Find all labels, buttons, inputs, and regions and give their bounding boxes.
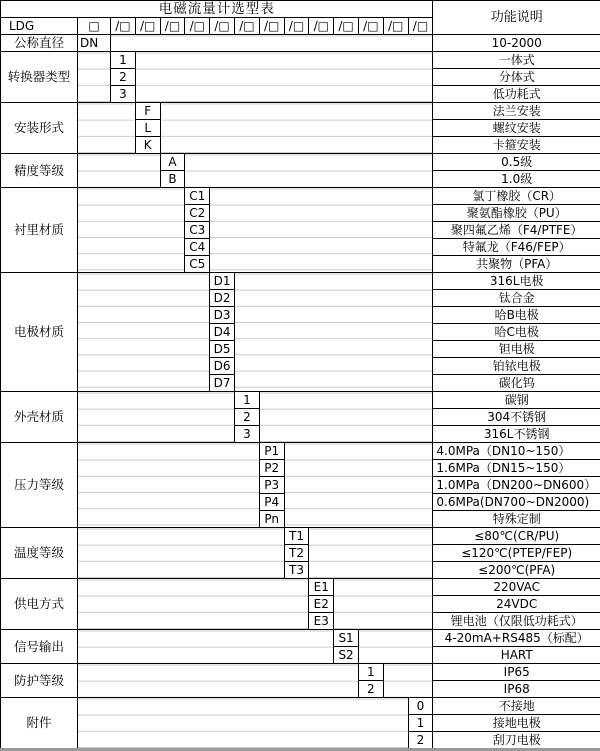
empty-span-left (78, 273, 210, 392)
desc-cell: 聚四氟乙烯（F4/PTFE） (433, 222, 600, 239)
desc-cell: ≤80℃(CR/PU) (433, 528, 600, 545)
empty-span-right (309, 528, 433, 579)
category-label: 电极材质 (1, 273, 78, 392)
code-cell: E3 (309, 613, 334, 630)
empty-span-left (78, 579, 309, 630)
code-cell: B (160, 171, 185, 188)
desc-cell: 24VDC (433, 596, 600, 613)
category-label: 安装形式 (1, 103, 78, 154)
desc-cell: 钽电极 (433, 341, 600, 358)
desc-cell: 316L不锈钢 (433, 426, 600, 443)
desc-cell: 聚氨酯橡胶（PU） (433, 205, 600, 222)
code-slot-box: /□ (358, 18, 383, 35)
code-cell: S1 (334, 630, 359, 647)
desc-cell: IP68 (433, 681, 600, 698)
desc-cell: 不接地 (433, 698, 600, 715)
code-slot-box: /□ (309, 18, 334, 35)
code-cell: A (160, 154, 185, 171)
code-cell: C4 (185, 239, 210, 256)
desc-cell: 304不锈钢 (433, 409, 600, 426)
empty-span-left (78, 52, 111, 103)
desc-cell: 接地电极 (433, 715, 600, 732)
page-title: 电磁流量计选型表 (1, 1, 433, 18)
desc-cell: 碳钢 (433, 392, 600, 409)
empty-span-left (78, 392, 235, 443)
desc-cell: 共聚物（PFA） (433, 256, 600, 273)
category-label: 精度等级 (1, 154, 78, 188)
code-slot-box: /□ (234, 18, 259, 35)
empty-span-right (185, 154, 433, 188)
empty-span (111, 35, 433, 52)
empty-span-right (160, 103, 433, 154)
code-slot-box: /□ (383, 18, 408, 35)
empty-span-right (284, 443, 433, 528)
code-cell: K (135, 137, 160, 154)
desc-cell: 铂铱电极 (433, 358, 600, 375)
empty-span-left (78, 188, 185, 273)
dn-placeholder-box: □ (78, 18, 111, 35)
desc-cell: 卡箍安装 (433, 137, 600, 154)
code-cell: T2 (284, 545, 309, 562)
desc-cell: 分体式 (433, 69, 600, 86)
desc-cell: 哈C电极 (433, 324, 600, 341)
category-label: 信号输出 (1, 630, 78, 664)
code-slot-box: /□ (160, 18, 185, 35)
desc-cell: 一体式 (433, 52, 600, 69)
desc-cell: 0.6MPa(DN700~DN2000) (433, 494, 600, 511)
desc-cell: 316L电极 (433, 273, 600, 290)
desc-cell: 4-20mA+RS485（标配） (433, 630, 600, 647)
desc-cell: 10-2000 (433, 35, 600, 52)
desc-cell: 锂电池（仅限低功耗式） (433, 613, 600, 630)
dn-code: DN (78, 35, 111, 52)
code-cell: 2 (408, 732, 433, 750)
code-cell: 1 (408, 715, 433, 732)
empty-span-right (383, 664, 433, 698)
code-cell: L (135, 120, 160, 137)
code-slot-box: /□ (259, 18, 284, 35)
model-prefix: LDG (1, 18, 78, 35)
desc-cell: 1.6MPa（DN15~150） (433, 460, 600, 477)
desc-cell: 220VAC (433, 579, 600, 596)
code-cell: D2 (210, 290, 235, 307)
code-cell: P3 (259, 477, 284, 494)
empty-span-right (259, 392, 433, 443)
empty-span-left (78, 103, 136, 154)
desc-cell: 4.0MPa（DN10~150） (433, 443, 600, 460)
code-cell: S2 (334, 647, 359, 664)
code-slot-box: /□ (408, 18, 433, 35)
code-cell: 1 (358, 664, 383, 681)
code-cell: C1 (185, 188, 210, 205)
code-cell: Pn (259, 511, 284, 528)
category-label: 温度等级 (1, 528, 78, 579)
code-cell: D1 (210, 273, 235, 290)
desc-cell: HART (433, 647, 600, 664)
function-column-header: 功能说明 (433, 1, 600, 35)
code-cell: 2 (111, 69, 136, 86)
category-label: 转换器类型 (1, 52, 78, 103)
code-slot-box: /□ (135, 18, 160, 35)
code-slot-box: /□ (334, 18, 359, 35)
empty-span-right (358, 630, 432, 664)
code-cell: C5 (185, 256, 210, 273)
code-cell: 2 (234, 409, 259, 426)
desc-cell: 碳化钨 (433, 375, 600, 392)
code-cell: D5 (210, 341, 235, 358)
code-cell: 0 (408, 698, 433, 715)
code-cell: P2 (259, 460, 284, 477)
code-cell: E1 (309, 579, 334, 596)
empty-span-left (78, 664, 359, 698)
empty-span-left (78, 528, 285, 579)
empty-span-left (78, 698, 409, 750)
category-label: 防护等级 (1, 664, 78, 698)
code-cell: T1 (284, 528, 309, 545)
empty-span-left (78, 154, 161, 188)
desc-cell: 氯丁橡胶（CR） (433, 188, 600, 205)
empty-span-right (334, 579, 433, 630)
code-cell: D6 (210, 358, 235, 375)
category-label: 衬里材质 (1, 188, 78, 273)
category-label-diameter: 公称直径 (1, 35, 78, 52)
empty-span-left (78, 630, 334, 664)
code-slot-box: /□ (111, 18, 136, 35)
code-cell: T3 (284, 562, 309, 579)
desc-cell: 1.0MPa（DN200~DN600） (433, 477, 600, 494)
desc-cell: 特殊定制 (433, 511, 600, 528)
desc-cell: 0.5级 (433, 154, 600, 171)
category-label: 附件 (1, 698, 78, 750)
code-cell: 1 (234, 392, 259, 409)
code-slot-box: /□ (185, 18, 210, 35)
code-cell: 3 (234, 426, 259, 443)
desc-cell: ≤120℃(PTEP/FEP) (433, 545, 600, 562)
code-cell: F (135, 103, 160, 120)
desc-cell: 哈B电极 (433, 307, 600, 324)
empty-span-right (234, 273, 432, 392)
code-slot-box: /□ (284, 18, 309, 35)
code-cell: E2 (309, 596, 334, 613)
code-cell: 3 (111, 86, 136, 103)
code-cell: P1 (259, 443, 284, 460)
empty-span-right (135, 52, 433, 103)
empty-span-right (210, 188, 433, 273)
desc-cell: 刮刀电极 (433, 732, 600, 750)
category-label: 外壳材质 (1, 392, 78, 443)
desc-cell: 螺纹安装 (433, 120, 600, 137)
code-cell: 2 (358, 681, 383, 698)
desc-cell: ≤200℃(PFA) (433, 562, 600, 579)
code-cell: D4 (210, 324, 235, 341)
category-label: 供电方式 (1, 579, 78, 630)
desc-cell: 1.0级 (433, 171, 600, 188)
code-cell: C3 (185, 222, 210, 239)
desc-cell: 法兰安装 (433, 103, 600, 120)
code-slot-box: /□ (210, 18, 235, 35)
desc-cell: 低功耗式 (433, 86, 600, 103)
category-label: 压力等级 (1, 443, 78, 528)
code-cell: C2 (185, 205, 210, 222)
code-cell: 1 (111, 52, 136, 69)
code-cell: P4 (259, 494, 284, 511)
empty-span-left (78, 443, 260, 528)
desc-cell: IP65 (433, 664, 600, 681)
desc-cell: 钛合金 (433, 290, 600, 307)
code-cell: D7 (210, 375, 235, 392)
desc-cell: 特氟龙（F46/FEP） (433, 239, 600, 256)
code-cell: D3 (210, 307, 235, 324)
